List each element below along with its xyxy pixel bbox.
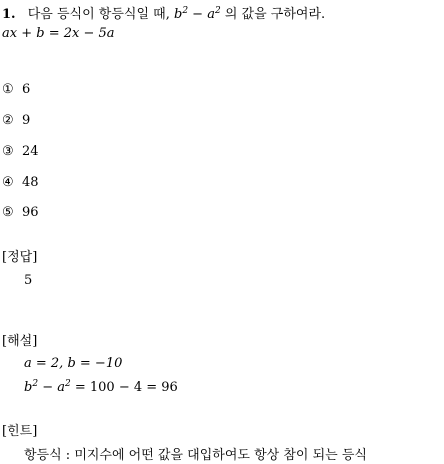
question-text-after: 의 값을 구하여라. [220, 7, 326, 22]
equation: ax + b = 2x − 5a [2, 26, 115, 41]
question-expression: $b^2 - a^2$ [173, 6, 221, 22]
choice-mark: ① [2, 82, 14, 97]
choice-mark: ② [2, 113, 14, 128]
choice-mark: ④ [2, 175, 14, 190]
explanation-label: [해설] [2, 334, 38, 349]
question-title [2, 3, 325, 22]
question-number: 1. [2, 7, 16, 22]
choice-3[interactable] [2, 144, 39, 159]
answer-value: 5 [24, 273, 33, 288]
choice-value: 24 [22, 144, 39, 159]
choice-value: 6 [22, 82, 31, 97]
answer-label: [정답] [2, 250, 38, 265]
question-text: 다음 등식이 항등식일 때, [27, 7, 170, 22]
choice-mark: ③ [2, 144, 14, 159]
hint-label: [힌트] [2, 424, 38, 439]
choice-2[interactable] [2, 113, 30, 128]
choice-value: 48 [22, 175, 39, 190]
choice-value: 96 [22, 205, 39, 220]
choice-1[interactable] [2, 82, 30, 97]
choice-5[interactable] [2, 205, 39, 220]
explanation-line-1: a = 2, b = −10 [24, 356, 123, 371]
choice-value: 9 [22, 113, 31, 128]
choice-mark: ⑤ [2, 205, 14, 220]
choice-4[interactable] [2, 175, 39, 190]
hint-text: 항등식 : 미지수에 어떤 값을 대입하여도 항상 참이 되는 등식 [24, 448, 367, 463]
explanation-line-2: $b^2 - a^2 = 100 - 4 = 96$ [24, 379, 178, 395]
